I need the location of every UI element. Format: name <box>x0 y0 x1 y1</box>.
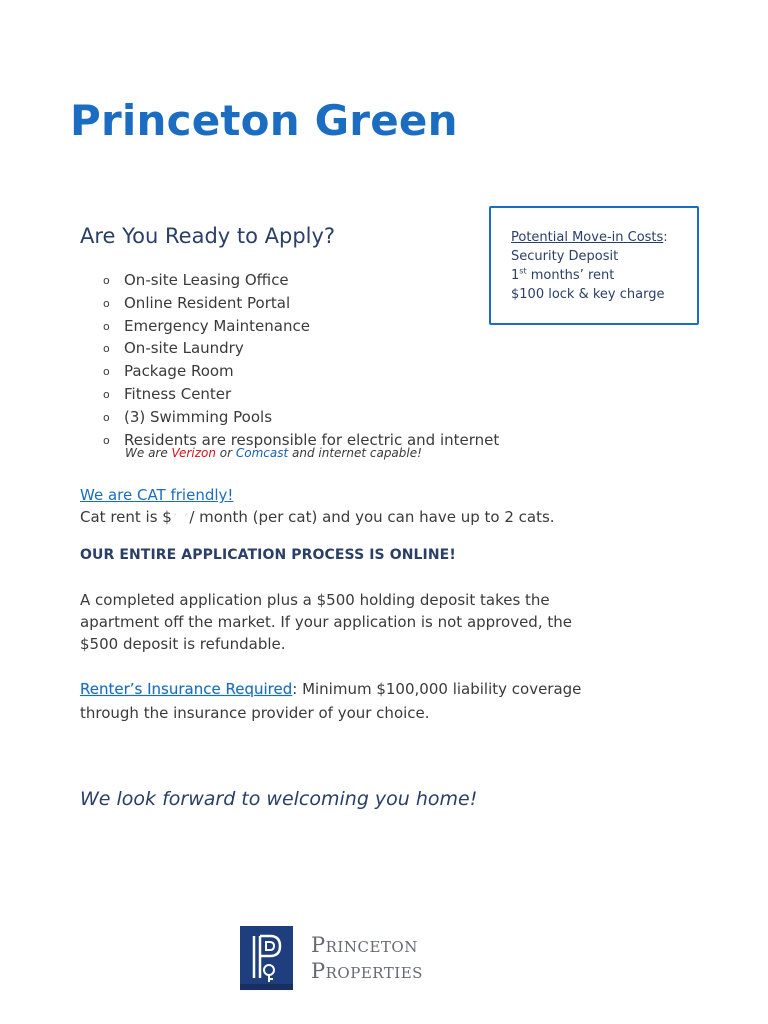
comcast-label: Comcast <box>235 446 289 460</box>
cat-rent-amount: ´ ´ <box>171 512 190 525</box>
list-item: o Package Room <box>103 361 499 384</box>
list-item: o On-site Laundry <box>103 338 499 361</box>
bullet-icon: o <box>103 410 110 424</box>
cat-friendly-link[interactable]: We are CAT friendly! <box>80 486 234 504</box>
bullet-icon: o <box>103 387 110 401</box>
move-in-costs-label: Potential Move-in Costs <box>511 230 664 245</box>
list-item: o Online Resident Portal <box>103 293 499 316</box>
online-application-notice: OUR ENTIRE APPLICATION PROCESS IS ONLINE! <box>80 547 456 563</box>
bullet-icon: o <box>103 433 110 447</box>
insurance-requirement: Renter’s Insurance Required: Minimum $100,000 liability coverage through the insurance provider of your choice. <box>80 680 582 722</box>
verizon-label: Verizon <box>171 446 216 460</box>
list-item: o Fitness Center <box>103 384 499 407</box>
move-in-costs-box <box>489 206 699 325</box>
apply-heading: Are You Ready to Apply? <box>80 224 336 248</box>
key-logo-icon <box>240 926 293 990</box>
first-month-rent-item: 1st months’ rent <box>511 266 615 283</box>
cat-rent-text: Cat rent is $´ ´/ month (per cat) and you can have up to 2 cats. <box>80 508 555 526</box>
bullet-icon: o <box>103 274 110 287</box>
amenities-list <box>103 270 499 452</box>
provider-note: We are Verizon or Comcast and internet capable! <box>125 446 422 460</box>
renters-insurance-link[interactable]: Renter’s Insurance Required <box>80 680 293 698</box>
bullet-icon: o <box>103 296 110 310</box>
lock-key-charge-item: $100 lock & key charge <box>511 287 665 302</box>
security-deposit-item: Security Deposit <box>511 249 619 264</box>
logo-line-2: Properties <box>311 959 423 983</box>
bullet-icon: o <box>103 365 110 379</box>
bullet-icon: o <box>103 342 110 356</box>
list-item: o On-site Leasing Office <box>103 270 499 293</box>
holding-deposit-text: A completed application plus a $500 holding deposit takes the apartment off the market. If your application is not approved, the $500 deposit is refundable. <box>80 591 572 653</box>
move-in-costs-title: Potential Move-in Costs: <box>511 230 668 245</box>
closing-message: We look forward to welcoming you home! <box>80 788 478 810</box>
list-item: o Residents are responsible for electric and internet <box>103 430 499 453</box>
logo-line-1: Princeton <box>311 933 418 957</box>
bullet-icon: o <box>103 319 110 333</box>
princeton-properties-logo <box>240 926 452 990</box>
page-title: Princeton Green <box>70 96 458 145</box>
list-item: o Emergency Maintenance <box>103 316 499 339</box>
list-item: o (3) Swimming Pools <box>103 407 499 430</box>
